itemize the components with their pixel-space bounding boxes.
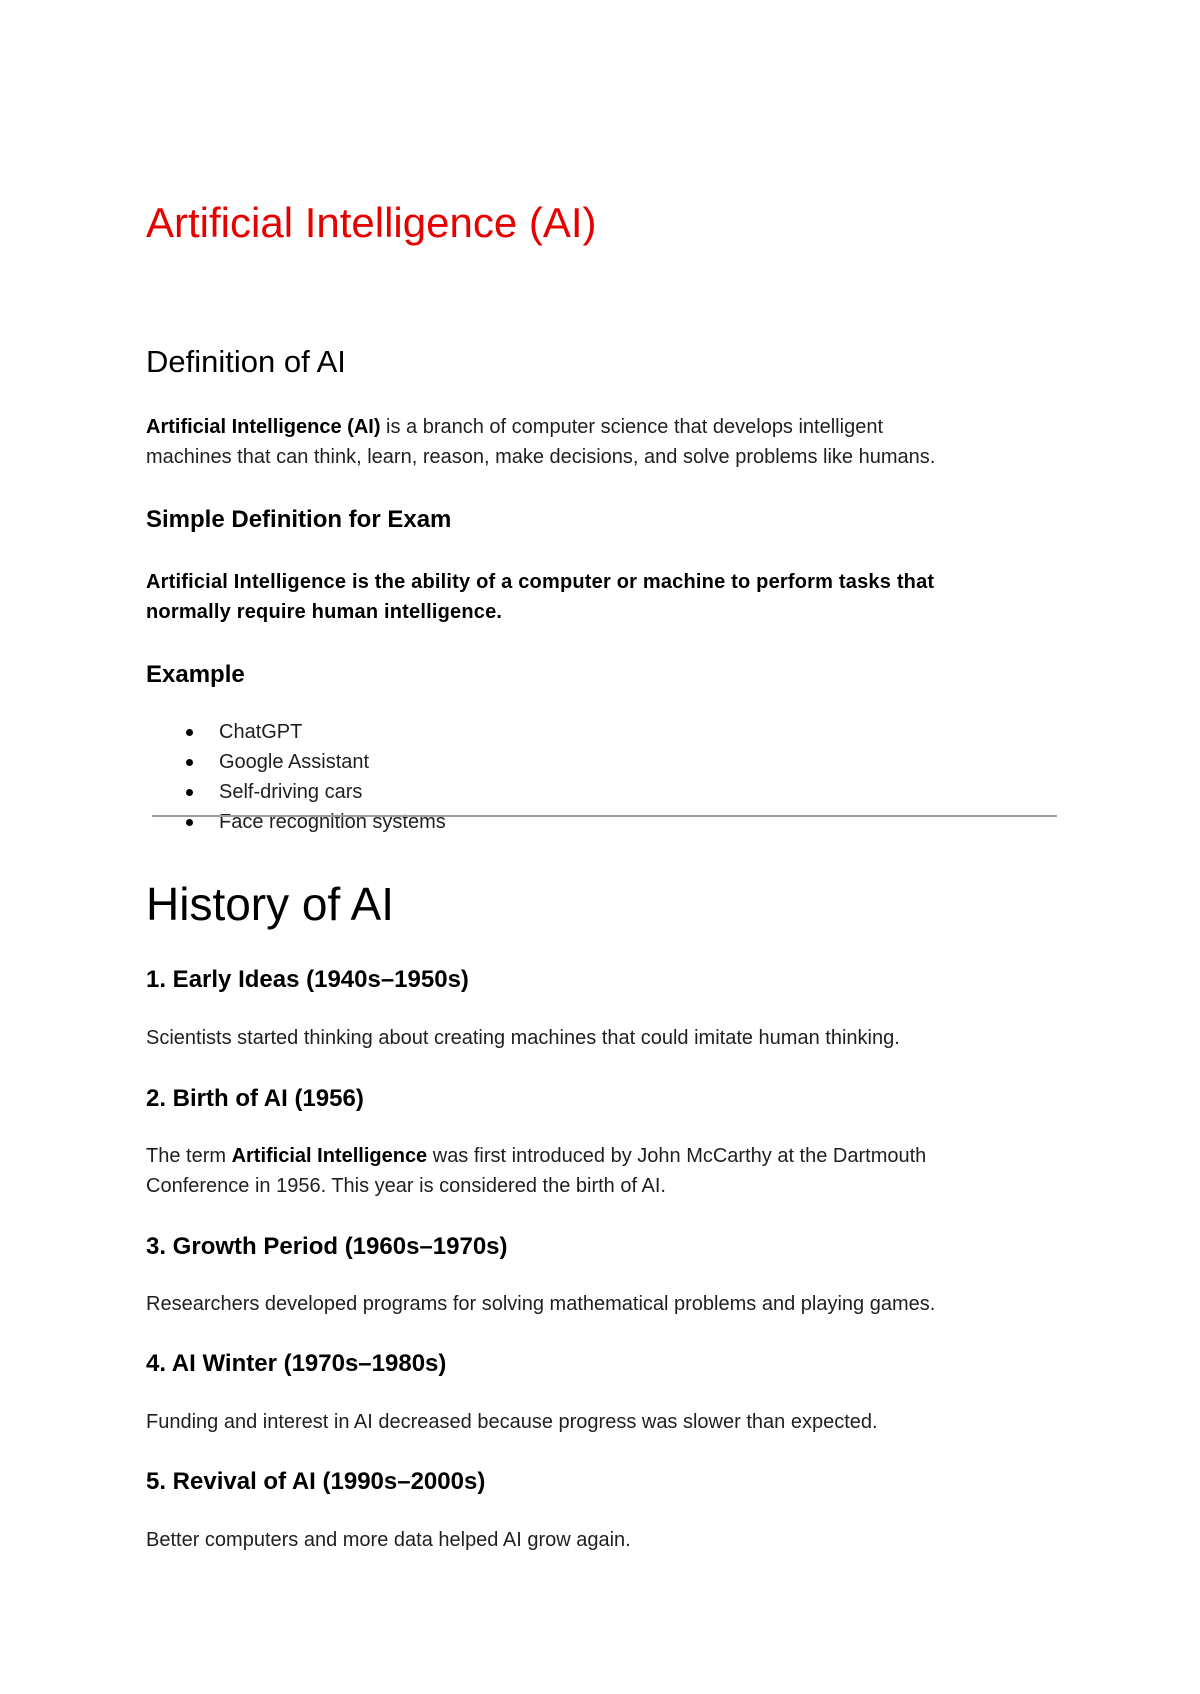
list-item (186, 777, 446, 807)
history-section-2-pre: The term (146, 1145, 232, 1167)
document-title: Artificial Intelligence (AI) (146, 199, 597, 246)
history-section-4-heading: 4. AI Winter (1970s–1980s) (146, 1350, 447, 1377)
history-section-3-text: Researchers developed programs for solving mathematical problems and playing games. (146, 1293, 936, 1315)
definition-heading: Definition of AI (146, 344, 346, 379)
list-item-label: ChatGPT (219, 721, 303, 743)
list-item-label: Self-driving cars (219, 781, 363, 803)
history-section-2-line2: Conference in 1956. This year is considered the birth of AI. (146, 1175, 666, 1197)
history-section-5-heading: 5. Revival of AI (1990s–2000s) (146, 1468, 486, 1495)
history-section-1-heading: 1. Early Ideas (1940s–1950s) (146, 966, 469, 993)
bullet-icon (186, 819, 193, 826)
list-item-label: Google Assistant (219, 751, 370, 773)
bullet-icon (186, 729, 193, 736)
simple-definition-heading: Simple Definition for Exam (146, 506, 452, 533)
history-section-2-heading: 2. Birth of AI (1956) (146, 1085, 364, 1112)
history-section-1-text: Scientists started thinking about creating machines that could imitate human thinking. (146, 1027, 900, 1049)
bullet-icon (186, 759, 193, 766)
simple-definition-line1: Artificial Intelligence is the ability of a computer or machine to perform tasks that (146, 571, 935, 593)
history-section-2-post: was first introduced by John McCarthy at the Dartmouth (427, 1145, 927, 1167)
history-section-4-text: Funding and interest in AI decreased because progress was slower than expected. (146, 1411, 878, 1433)
list-item (186, 807, 446, 837)
definition-paragraph (146, 412, 1046, 472)
list-item (186, 747, 446, 777)
history-section-2-bold: Artificial Intelligence (231, 1145, 428, 1167)
list-item-label: Face recognition systems (219, 811, 446, 833)
history-section-5-text: Better computers and more data helped AI grow again. (146, 1529, 631, 1551)
list-item (186, 717, 446, 747)
definition-text-line2: machines that can think, learn, reason, make decisions, and solve problems like humans. (146, 446, 936, 468)
history-section-2-text (146, 1141, 1046, 1201)
example-list (186, 717, 446, 837)
horizontal-divider (152, 815, 1057, 817)
simple-definition-paragraph (146, 567, 1046, 627)
definition-term: Artificial Intelligence (AI) (146, 416, 381, 438)
history-heading: History of AI (146, 878, 394, 930)
simple-definition-line2: normally require human intelligence. (146, 601, 503, 623)
bullet-icon (186, 789, 193, 796)
history-section-3-heading: 3. Growth Period (1960s–1970s) (146, 1233, 508, 1260)
example-heading: Example (146, 661, 245, 688)
definition-text-line1: is a branch of computer science that develops intelligent (380, 416, 883, 438)
